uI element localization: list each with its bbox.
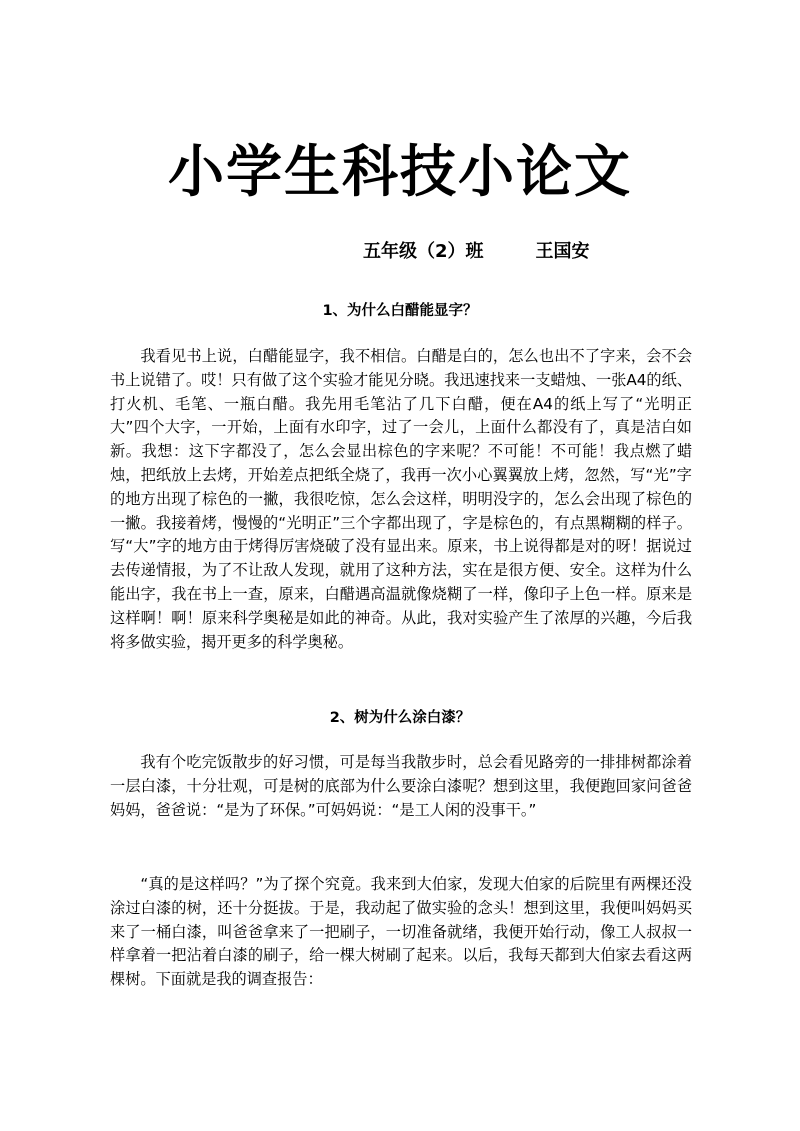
section-heading-2: 2、树为什么涂白漆？: [329, 710, 471, 726]
section-2-paragraph-1: 我有个吃完饭散步的好习惯，可是每当我散步时，总会看见路旁的一排排树都涂着一层白漆，十分壮观，可是树的底部为什么要涂白漆呢？想到这里，我便跑回家问爸爸妈妈，爸爸说：“是为了环保。”可妈妈说：“是工人闲的没事干。”: [110, 753, 692, 819]
class-label: 五年级（2）班: [363, 241, 484, 262]
author-name: 王国安: [535, 241, 590, 262]
document-title: 小学生科技小论文: [168, 140, 632, 205]
section-2-paragraph-2: “真的是这样吗？”为了探个究竟。我来到大伯家，发现大伯家的后院里有两棵还没涂过白漆的树，还十分挺拔。于是，我动起了做实验的念头！想到这里，我便叫妈妈买来了一桶白漆，叫爸爸拿来了一把刷子，一切准备就绪，我便开始行动，像工人叔叔一样拿着一把沾着白漆的刷子，给一棵大树刷了起来。以后，我每天都到大伯家去看这两棵树。下面就是我的调查报告：: [110, 875, 692, 989]
section-1-paragraph: 我看见书上说，白醋能显字，我不相信。白醋是白的，怎么也出不了字来，会不会书上说错了。哎！只有做了这个实验才能见分晓。我迅速找来一支蜡烛、一张A4的纸、打火机、毛笔、一瓶白醋。我先用毛笔沾了几下白醋，便在A4的纸上写了“光明正大”四个大字，一开始，上面有水印字，过了一会儿，上面什么都没有了，真是洁白如新。我想：这下字都没了，怎么会显出棕色的字来呢？不可能！不可能！我点燃了蜡烛，把纸放上去烤，开始差点把纸全烧了，我再一次小心翼翼放上烤，忽然，写“光”字的地方出现了棕色的一撇，我很吃惊，怎么会这样，明明没字的，怎么会出现了棕色的一撇。我接着烤，慢慢的“光明正”三个字都出现了，字是棕色的，有点黑糊糊的样子。写“大”字的地方由于烤得厉害烧破了没有显出来。原来，书上说得都是对的呀！据说过去传递情报，为了不让敌人发现，就用了这种方法，实在是很方便、安全。这样为什么能出字，我在书上一查，原来，白醋遇高温就像烧糊了一样，像印子上色一样。原来是这样啊！啊！原来科学奥秘是如此的神奇。从此，我对实验产生了浓厚的兴趣，今后我将多做实验，揭开更多的科学奥秘。: [110, 347, 692, 651]
section-heading-1: 1、为什么白醋能显字？: [322, 303, 478, 319]
byline: [363, 239, 590, 265]
